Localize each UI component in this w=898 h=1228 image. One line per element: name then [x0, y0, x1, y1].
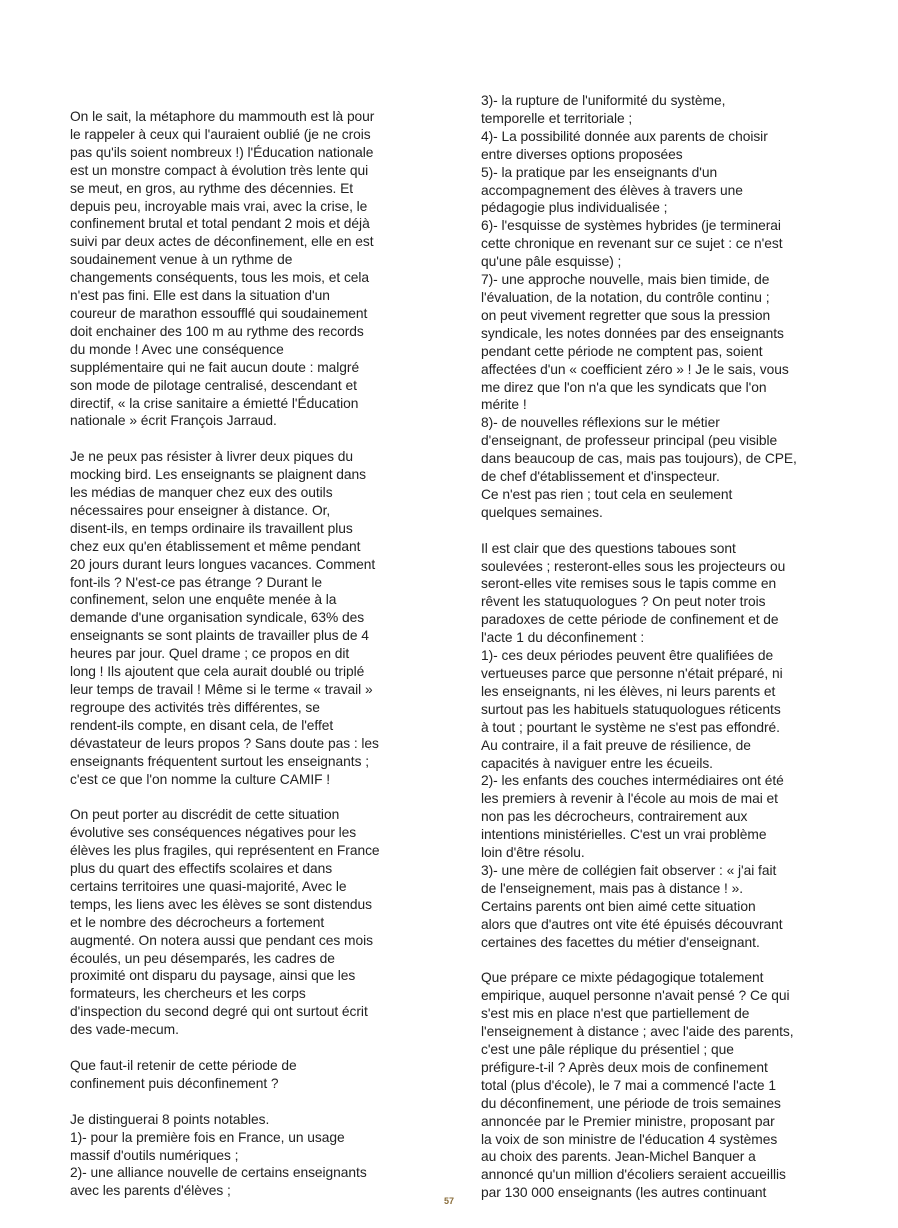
text-line: formateurs, les chercheurs et les corps — [70, 986, 306, 1002]
text-line: rêvent les statuquologues ? On peut noter trois — [481, 594, 766, 610]
text-line: nationale » écrit François Jarraud. — [70, 413, 277, 429]
text-line: changements conséquents, tous les mois, et cela — [70, 270, 370, 286]
text-line: capacités à naviguer entre les écueils. — [481, 755, 713, 771]
text-line: soudainement venue à un rythme de — [70, 252, 293, 268]
text-line: Je ne peux pas résister à livrer deux piques du — [70, 449, 353, 465]
text-line: leur temps de travail ! Même si le terme « travail » — [70, 681, 373, 697]
text-line: et le nombre des décrocheurs a fortement — [70, 914, 325, 930]
text-line: au choix des parents. Jean-Michel Banquer a — [481, 1149, 756, 1165]
text-line: mérite ! — [481, 397, 527, 413]
text-line: par 130 000 enseignants (les autres continuant — [481, 1185, 767, 1201]
text-line: temporelle et territoriale ; — [481, 110, 633, 126]
left-column — [70, 108, 420, 1218]
text-line: intentions ministérielles. C'est un vrai problème — [481, 827, 767, 843]
text-line: préfigure-t-il ? Après deux mois de confinement — [481, 1059, 768, 1075]
text-line: c'est une pâle réplique du présentiel ; que — [481, 1042, 734, 1057]
text-line: empirique, auquel personne n'avait pensé ? Ce qui — [481, 988, 790, 1004]
text-line: se meut, en gros, au rythme des décennies. Et — [70, 180, 354, 196]
text-line: confinement puis déconfinement ? — [70, 1075, 279, 1091]
text-line: 1)- ces deux périodes peuvent être qualifiées de — [481, 648, 774, 664]
text-line: syndicale, les notes données par des enseignants — [481, 325, 784, 341]
text-line: n'est pas fini. Elle est dans la situation d'un — [70, 288, 330, 304]
paragraph — [70, 1057, 420, 1093]
text-line: d'inspection du second degré qui ont surtout écrit — [70, 1004, 368, 1020]
text-line: On peut porter au discrédit de cette situation — [70, 807, 340, 823]
text-line: évolutive ses conséquences négatives pour les — [70, 825, 357, 841]
text-line: élèves les plus fragiles, qui représentent en France — [70, 843, 380, 859]
text-line: disent-ils, en temps ordinaire ils travaillent plus — [70, 520, 353, 536]
text-line: font-ils ? N'est-ce pas étrange ? Durant le — [70, 574, 323, 590]
text-line: coureur de marathon essoufflé qui soudainement — [70, 305, 368, 321]
text-line: l'acte 1 du déconfinement : — [481, 630, 645, 646]
text-line: écoulés, un peu désemparés, les cadres de — [70, 950, 335, 966]
paragraph — [70, 108, 420, 430]
text-line: les enseignants, ni les élèves, ni leurs parents et — [481, 683, 776, 699]
text-line: du déconfinement, une période de trois semaines — [481, 1095, 781, 1111]
text-line: loin d'être résolu. — [481, 845, 585, 861]
text-line: proximité ont disparu du paysage, ainsi que les — [70, 968, 356, 984]
text-line: de l'enseignement, mais pas à distance ! ». — [481, 880, 744, 896]
text-line: mocking bird. Les enseignants se plaignent dans — [70, 467, 367, 483]
text-line: la voix de son ministre de l'éducation 4 systèmes — [481, 1131, 778, 1147]
text-line: rendent-ils compte, en disant cela, de l'effet — [70, 717, 334, 733]
text-line: enseignants fréquentent surtout les enseignants ; — [70, 753, 369, 769]
text-line: demande d'une organisation syndicale, 63% des — [70, 610, 365, 626]
text-line: 6)- l'esquisse de systèmes hybrides (je terminerai — [481, 218, 781, 234]
text-line: heures par jour. Quel drame ; ce propos en dit — [70, 646, 350, 662]
text-line: alors que d'autres ont vite été épuisés découvrant — [481, 916, 783, 932]
text-line: les médias de manquer chez eux des outils — [70, 485, 333, 501]
text-line: l'enseignement à distance ; avec l'aide des parents, — [481, 1024, 794, 1040]
text-line: seront-elles vite remises sous le tapis comme en — [481, 576, 777, 592]
text-line: les premiers à revenir à l'école au mois de mai et — [481, 791, 778, 807]
text-line: nécessaires pour enseigner à distance. Or, — [70, 502, 331, 518]
text-line: accompagnement des élèves à travers une — [481, 182, 743, 198]
text-line: confinement, selon une enquête menée à la — [70, 592, 337, 608]
text-line: qu'une pâle esquisse) ; — [481, 254, 622, 270]
text-line: certains territoires une quasi-majorité, Avec le — [70, 878, 347, 894]
text-line: non pas les décrocheurs, contrairement aux — [481, 809, 748, 825]
text-line: de chef d'établissement et d'inspecteur. — [481, 469, 720, 485]
text-line: dévastateur de leurs propos ? Sans doute pas : les — [70, 735, 379, 751]
text-line: 20 jours durant leurs longues vacances. Comment — [70, 556, 376, 572]
text-line: dans beaucoup de cas, mais pas toujours), de CPE, — [481, 451, 797, 467]
text-line: regroupe des activités très différentes, se — [70, 699, 320, 715]
text-line: Ce n'est pas rien ; tout cela en seulement — [481, 486, 733, 502]
paragraph — [70, 806, 420, 1039]
text-line: depuis peu, incroyable mais vrai, avec la crise, le — [70, 198, 368, 214]
text-line: surtout pas les habituels statuquologues réticents — [481, 701, 781, 717]
text-line: long ! Ils ajoutent que cela aurait doublé ou triplé — [70, 664, 365, 680]
text-line: Il est clair que des questions taboues sont — [481, 540, 736, 556]
text-line: annoncé qu'un million d'écoliers seraient accueillis — [481, 1167, 786, 1183]
text-line: avec les parents d'élèves ; — [70, 1183, 231, 1199]
text-line: Au contraire, il a fait preuve de résilience, de — [481, 737, 751, 753]
text-line: du monde ! Avec une conséquence — [70, 341, 284, 357]
text-line: augmenté. On notera aussi que pendant ces mois — [70, 932, 373, 948]
text-line: supplémentaire qui ne fait aucun doute : malgré — [70, 359, 360, 375]
text-line: paradoxes de cette période de confinement et de — [481, 612, 779, 628]
text-line: chez eux qu'en établissement et même pendant — [70, 538, 361, 554]
text-line: On le sait, la métaphore du mammouth est là pour — [70, 109, 375, 124]
text-line: Que prépare ce mixte pédagogique totalement — [481, 970, 764, 986]
text-line: cette chronique en revenant sur ce sujet : ce n'est — [481, 236, 783, 252]
text-line: 7)- une approche nouvelle, mais bien timide, de — [481, 272, 770, 288]
text-line: quelques semaines. — [481, 504, 603, 520]
paragraph — [481, 540, 831, 952]
text-line: temps, les liens avec les élèves se sont distendus — [70, 896, 372, 912]
text-line: à tout ; pourtant le système ne s'est pas effondré. — [481, 719, 780, 735]
text-line: des vade-mecum. — [70, 1022, 179, 1038]
text-line: me direz que l'on n'a que les syndicats que l'on — [481, 379, 767, 395]
text-line: suivi par deux actes de déconfinement, elle en est — [70, 234, 374, 250]
right-column — [481, 92, 831, 1220]
text-line: total (plus d'école), le 7 mai a commencé l'acte 1 — [481, 1077, 776, 1093]
text-line: directif, « la crise sanitaire a émietté l'Éducation — [70, 395, 359, 411]
text-line: 3)- la rupture de l'uniformité du système, — [481, 93, 726, 108]
text-line: massif d'outils numériques ; — [70, 1147, 239, 1163]
text-line: 5)- la pratique par les enseignants d'un — [481, 164, 718, 180]
text-line: confinement brutal et total pendant 2 mois et déjà — [70, 216, 370, 232]
text-line: annoncée par le Premier ministre, proposant par — [481, 1113, 775, 1129]
text-line: certaines des facettes du métier d'enseignant. — [481, 934, 760, 950]
text-line: Je distinguerai 8 points notables. — [70, 1111, 270, 1127]
text-line: 2)- une alliance nouvelle de certains enseignants — [70, 1165, 367, 1181]
text-line: pas qu'ils soient nombreux !) l'Éducation nationale — [70, 144, 374, 160]
text-line: 4)- La possibilité donnée aux parents de choisir — [481, 128, 768, 144]
text-line: 2)- les enfants des couches intermédiaires ont été — [481, 773, 784, 789]
text-line: affectées d'un « coefficient zéro » ! Je le sais, vous — [481, 361, 789, 377]
text-line: entre diverses options proposées — [481, 146, 683, 162]
paragraph — [481, 969, 831, 1202]
paragraph — [481, 92, 831, 522]
text-line: pendant cette période ne comptent pas, soient — [481, 343, 763, 359]
text-line: le rappeler à ceux qui l'auraient oublié (je ne crois — [70, 126, 371, 142]
text-line: c'est ce que l'on nomme la culture CAMIF ! — [70, 771, 331, 787]
text-line: plus du quart des effectifs scolaires et dans — [70, 861, 333, 877]
text-line: soulevées ; resteront-elles sous les projecteurs ou — [481, 558, 786, 574]
text-line: est un monstre compact à évolution très lente qui — [70, 162, 369, 178]
text-line: 3)- une mère de collégien fait observer : « j'ai fait — [481, 862, 777, 878]
paragraph — [70, 1111, 420, 1201]
text-line: Que faut-il retenir de cette période de — [70, 1057, 297, 1073]
text-line: d'enseignant, de professeur principal (peu visible — [481, 433, 778, 449]
text-line: pédagogie plus individualisée ; — [481, 200, 668, 216]
paragraph — [70, 448, 420, 788]
text-line: l'évaluation, de la notation, du contrôle continu ; — [481, 289, 770, 305]
text-line: vertueuses parce que personne n'était préparé, ni — [481, 665, 783, 681]
text-line: son mode de pilotage centralisé, descendant et — [70, 377, 357, 393]
text-line: doit enchainer des 100 m au rythme des records — [70, 323, 364, 339]
text-line: Certains parents ont bien aimé cette situation — [481, 898, 756, 914]
text-line: 8)- de nouvelles réflexions sur le métier — [481, 415, 720, 431]
text-line: on peut vivement regretter que sous la pression — [481, 307, 771, 323]
text-line: 1)- pour la première fois en France, un usage — [70, 1129, 345, 1145]
text-line: enseignants se sont plaints de travailler plus de 4 — [70, 628, 369, 644]
page-number: 57 — [443, 1196, 454, 1206]
text-line: s'est mis en place n'est que partiellement de — [481, 1006, 750, 1022]
